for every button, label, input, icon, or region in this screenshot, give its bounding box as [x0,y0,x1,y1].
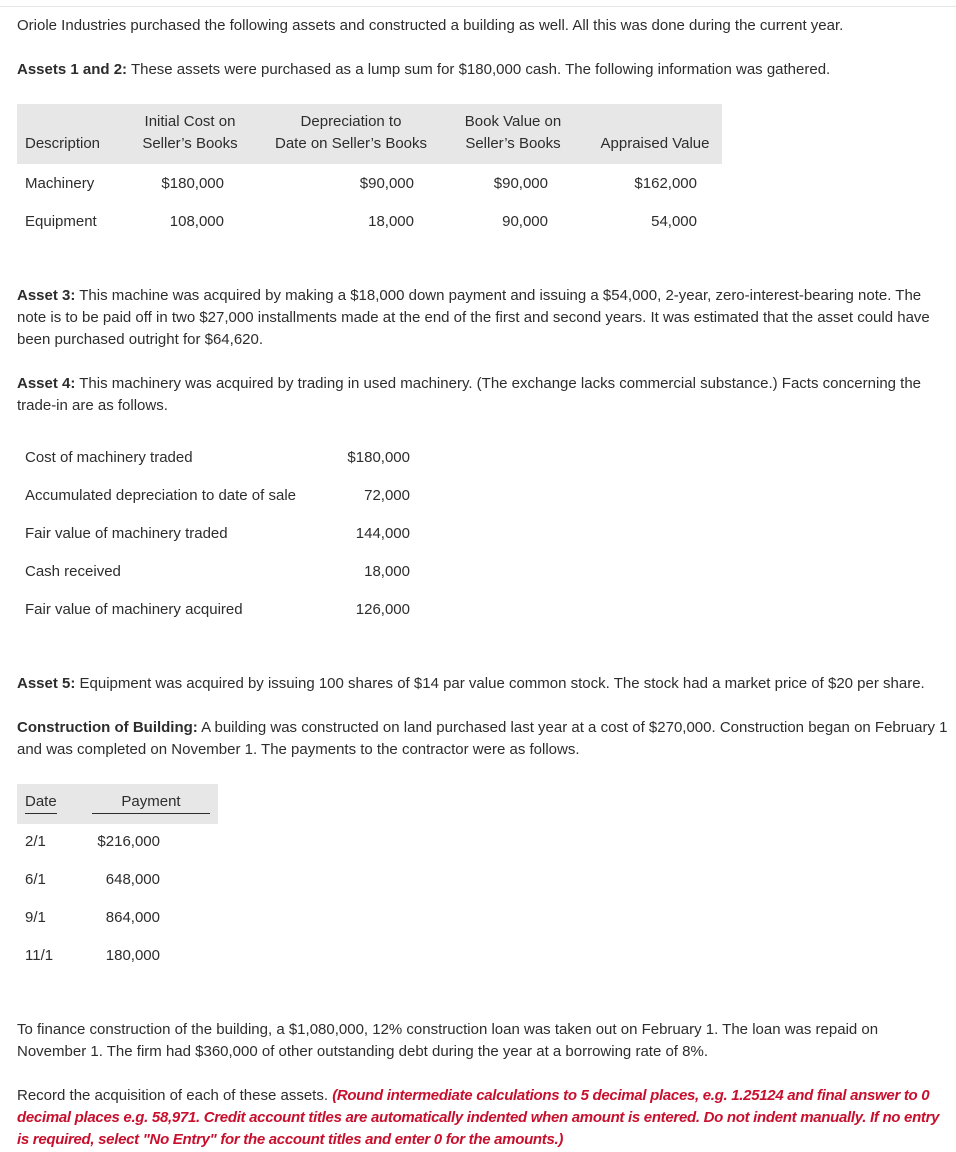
instructions-body: Record the acquisition of each of these assets. [17,1087,333,1104]
row-machinery-book-value: $90,000 [493,175,548,192]
trade-in-label-fv-acquired: Fair value of machinery acquired [25,601,243,618]
asset-4-body: This machinery was acquired by trading in used machinery. (The exchange lacks commercial substance.) Facts concerning the trade-in are as follows. [17,375,922,414]
top-divider [0,6,956,7]
row-equipment-book-value: 90,000 [502,213,548,230]
row-machinery-description: Machinery [25,175,95,192]
payment-date-2: 6/1 [25,871,46,888]
assets-1-2-body: These assets were purchased as a lump sum for $180,000 cash. The following information was gathered. [127,61,831,78]
intro-text: Oriole Industries purchased the following assets and constructed a building as well. All this was done during the current year. [17,17,844,34]
header-description: Description [25,135,101,152]
trade-in-label-accum-dep: Accumulated depreciation to date of sale [25,487,297,504]
header-depreciation-1: Depreciation to [300,113,402,130]
row-equipment-description: Equipment [25,213,97,230]
payment-amount-3: 864,000 [105,909,160,926]
header-appraised: Appraised Value [600,135,710,152]
asset-5-text [17,673,949,695]
instructions-text [17,1085,942,1151]
payment-amount-4: 180,000 [105,947,160,964]
row-machinery-appraised: $162,000 [634,175,697,192]
trade-in-value-fv-traded: 144,000 [355,525,410,542]
construction-label: Construction of Building: [17,719,198,736]
trade-in-value-accum-dep: 72,000 [364,487,410,504]
asset-3-label: Asset 3: [17,287,76,304]
asset-5-body: Equipment was acquired by issuing 100 shares of $14 par value common stock. The stock had a market price of $20 per share. [75,675,925,692]
trade-in-value-cash: 18,000 [364,563,410,580]
row-equipment-appraised: 54,000 [651,213,697,230]
asset-3-body: This machine was acquired by making a $18,000 down payment and issuing a $54,000, 2-year, zero-interest-bearing note. The note is to be paid off in two $27,000 installments made at the end of the first and second years. It was estimated that the asset could have been purchased outright for $64,620. [17,287,930,348]
payment-date-3: 9/1 [25,909,46,926]
asset-4-text [17,373,949,417]
trade-in-value-cost: $180,000 [347,449,410,466]
payment-amount-1: $216,000 [97,833,160,850]
payment-amount-2: 648,000 [105,871,160,888]
row-machinery-initial-cost: $180,000 [161,175,224,192]
asset-4-label: Asset 4: [17,375,76,392]
trade-in-label-cash: Cash received [25,563,121,580]
trade-in-value-fv-acquired: 126,000 [355,601,410,618]
row-equipment-depreciation: 18,000 [368,213,414,230]
header-payment: Payment [92,791,210,814]
asset-5-label: Asset 5: [17,675,76,692]
payment-date-1: 2/1 [25,833,46,850]
header-date: Date [25,791,57,814]
header-depreciation-2: Date on Seller’s Books [274,135,428,152]
finance-text: To finance construction of the building, a $1,080,000, 12% construction loan was taken out on February 1. The loan was repaid on November 1. The firm had $360,000 of other outstanding debt during the year at a borrowing rate of 8%. [17,1021,879,1060]
header-initial-cost-1: Initial Cost on [144,113,236,130]
header-book-value-2: Seller’s Books [465,135,561,152]
assets-1-2-label: Assets 1 and 2: [17,61,128,78]
header-book-value-1: Book Value on [464,113,562,130]
row-equipment-initial-cost: 108,000 [169,213,224,230]
trade-in-label-cost: Cost of machinery traded [25,449,193,466]
asset-3-text [17,285,949,351]
construction-body: A building was constructed on land purchased last year at a cost of $270,000. Construction began on February 1 and was completed on November 1. The payments to the contractor were as follows. [17,719,948,758]
trade-in-label-fv-traded: Fair value of machinery traded [25,525,228,542]
row-machinery-depreciation: $90,000 [359,175,414,192]
payment-date-4: 11/1 [25,947,54,964]
instructions-note: (Round intermediate calculations to 5 decimal places, e.g. 1.25124 and final answer to 0 decimal places e.g. 58,971. Credit account titles are automatically indented when amount is entered. Do not indent manually. If no entry is required, select "No Entry" for the account titles and enter 0 for the amounts.) [17,1087,940,1148]
assets-1-2-text [17,59,949,81]
construction-text [17,717,949,761]
header-initial-cost-2: Seller’s Books [142,135,238,152]
